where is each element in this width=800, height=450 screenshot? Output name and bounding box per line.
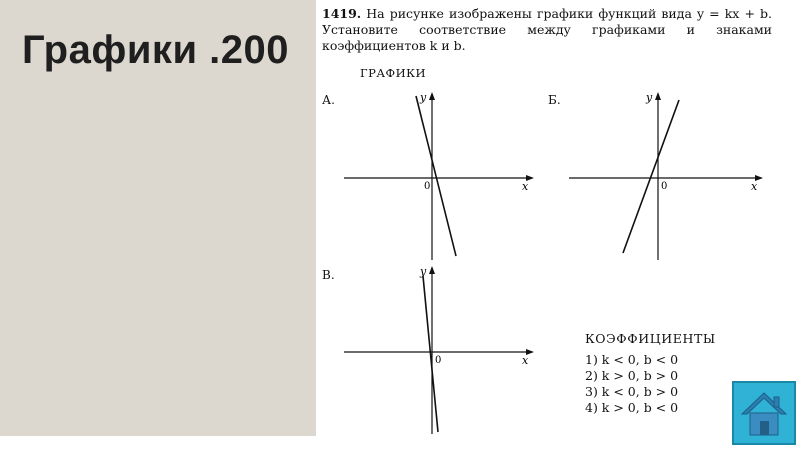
plot-c-label: В. (322, 268, 335, 282)
plot-a-origin: 0 (424, 181, 431, 192)
plot-a-y-label: y (420, 91, 427, 104)
plot-b (565, 88, 770, 263)
coefficients-block (585, 331, 716, 416)
plot-b-graph-line (623, 100, 679, 253)
problem-number: 1419. (322, 6, 362, 21)
plot-b-y-arrow (655, 92, 661, 100)
coefficient-option-3: 3) k < 0, b > 0 (585, 384, 679, 399)
home-button[interactable] (732, 381, 796, 445)
plot-c-x-label: x (522, 354, 529, 367)
problem-statement (322, 6, 772, 54)
graphs-heading: ГРАФИКИ (360, 66, 427, 80)
left-panel (0, 0, 316, 436)
plot-a-y-arrow (429, 92, 435, 100)
plot-a-graph-line (416, 96, 456, 256)
plot-c-graph-line (423, 276, 438, 432)
plot-a-x-label: x (522, 180, 529, 193)
problem-text: На рисунке изображены графики функций вида y = kx + b. Установите соответствие между графиками и знаками коэффициентов k и b. (322, 6, 772, 53)
plot-c-origin: 0 (435, 355, 442, 366)
coefficient-option-1: 1) k < 0, b < 0 (585, 352, 679, 367)
plot-b-label: Б. (548, 93, 561, 107)
plot-b-origin: 0 (661, 181, 668, 192)
plot-c-y-label: y (420, 265, 427, 278)
home-icon (734, 383, 794, 443)
plot-a (340, 88, 540, 263)
plot-c-y-arrow (429, 266, 435, 274)
plot-a-label: А. (322, 93, 335, 107)
coefficient-option-2: 2) k > 0, b > 0 (585, 368, 679, 383)
coefficients-heading: КОЭФФИЦИЕНТЫ (585, 331, 716, 346)
plot-b-x-label: x (751, 180, 758, 193)
plot-b-y-label: y (646, 91, 653, 104)
coefficient-option-4: 4) k > 0, b < 0 (585, 400, 679, 415)
plot-c (340, 262, 540, 437)
slide-title: Графики .200 (22, 28, 289, 72)
